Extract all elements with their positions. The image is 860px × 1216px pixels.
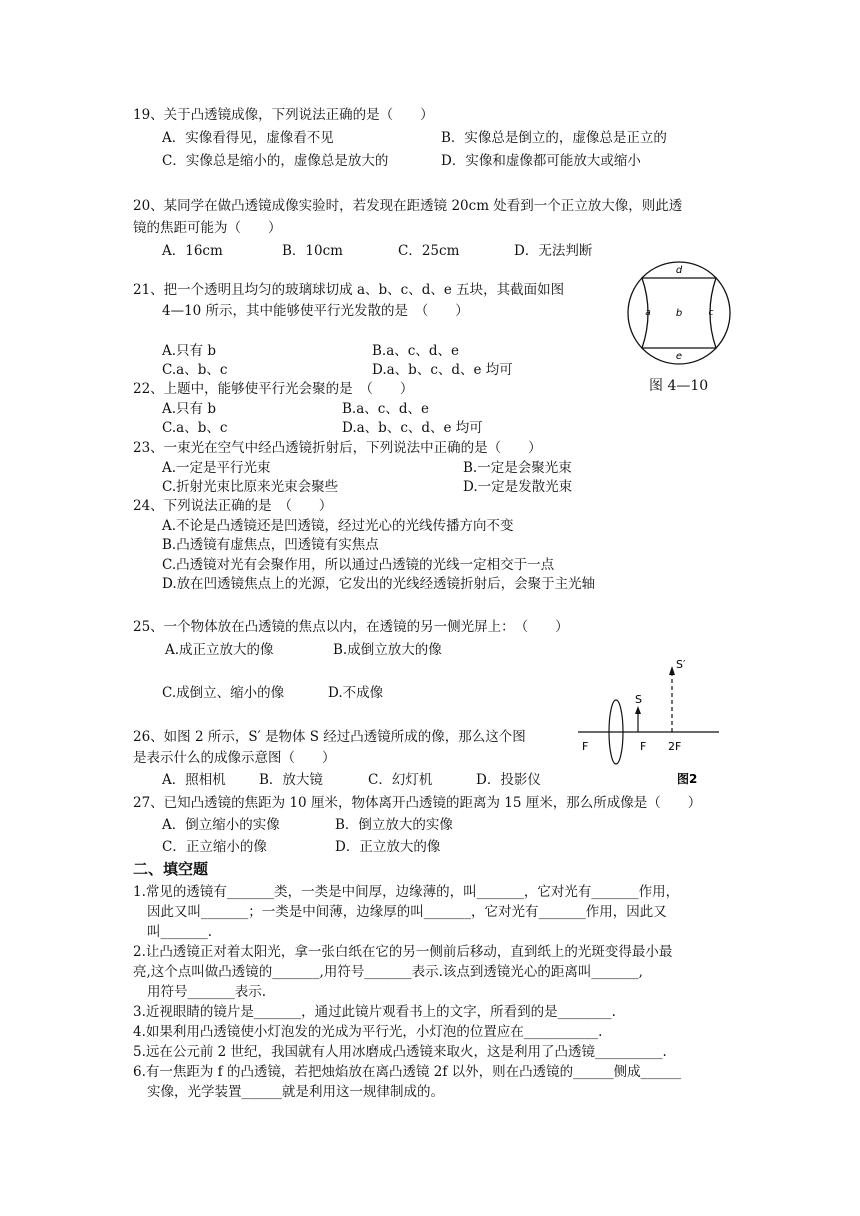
fill-2-line1: 2.让凸透镜正对着太阳光，拿一张白纸在它的另一侧前后移动，直到纸上的光斑变得最小最 <box>133 944 673 960</box>
fill-1-line2: 因此又叫_______；一类是中间薄，边缘厚的叫_______，它对光有_______作用，因此又 <box>147 904 667 920</box>
figure-2 <box>574 652 724 790</box>
object-arrowhead <box>635 706 641 714</box>
fill-4: 4.如果利用凸透镜使小灯泡发的光成为平行光，小灯泡的位置应在___________. <box>133 1024 603 1040</box>
q19-option-c: C．实像总是缩小的，虚像总是放大的 <box>162 153 389 169</box>
q24-stem: 24、下列说法正确的是 （ ） <box>133 498 333 514</box>
q22-option-c: C.a、b、c <box>162 420 228 436</box>
q25-option-c: C.成倒立、缩小的像 <box>162 685 285 701</box>
q20-option-b: B．10cm <box>282 243 343 259</box>
q26-stem-line1: 26、如图 2 所示，S′ 是物体 S 经过凸透镜所成的像，那么这个图 <box>133 729 526 745</box>
q24-option-c: C.凸透镜对光有会聚作用，所以通过凸透镜的光线一定相交于一点 <box>162 557 555 573</box>
fill-2-line2: 亮,这个点叫做凸透镜的_______,用符号_______表示.该点到透镜光心的距离叫_______, <box>133 964 643 980</box>
fill-1-line3: 叫_______. <box>147 924 213 940</box>
q22-option-a: A.只有 b <box>162 401 216 417</box>
q26-option-c: C．幻灯机 <box>368 772 433 788</box>
q21-stem-line1: 21、把一个透明且均匀的玻璃球切成 a、b、c、d、e 五块，其截面如图 <box>133 282 565 298</box>
section-title-fill-in: 二、填空题 <box>133 860 209 878</box>
q22-stem: 22、上题中，能够使平行光会聚的是 （ ） <box>133 381 414 397</box>
fig410-label-b: b <box>675 308 683 319</box>
fig410-caption: 图 4—10 <box>649 378 709 394</box>
q26-stem-line2: 是表示什么的成像示意图（ ） <box>133 750 336 766</box>
figure-4-10 <box>624 258 734 370</box>
q26-option-b: B．放大镜 <box>259 772 323 788</box>
q20-stem-line1: 20、某同学在做凸透镜成像实验时，若发现在距透镜 20cm 处看到一个正立放大像，则此透 <box>133 198 683 214</box>
q24-option-d: D.放在凹透镜焦点上的光源，它发出的光线经透镜折射后，会聚于主光轴 <box>162 576 596 592</box>
fill-6-line1: 6.有一焦距为 f 的凸透镜，若把烛焰放在离凸透镜 2f 以外，则在凸透镜的______侧成______ <box>133 1064 682 1080</box>
q19-option-b: B．实像总是倒立的，虚像总是正立的 <box>441 130 667 146</box>
q23-stem: 23、一束光在空气中经凸透镜折射后，下列说法中正确的是（ ） <box>133 440 542 456</box>
fig2-caption: 图2 <box>677 772 698 786</box>
q23-option-d: D.一定是发散光束 <box>463 479 573 495</box>
fig2-label-s: S <box>635 693 642 706</box>
virtual-image-arrowhead <box>669 666 675 675</box>
fill-1-line1: 1.常见的透镜有_______类，一类是中间厚，边缘薄的，叫_______，它对光有_______作用， <box>133 884 680 900</box>
q21-option-d: D.a、b、c、d、e 均可 <box>372 362 513 378</box>
q19-stem: 19、关于凸透镜成像，下列说法正确的是（ ） <box>133 107 434 123</box>
fig2-label-f-right: F <box>640 740 647 753</box>
q26-option-a: A．照相机 <box>162 772 226 788</box>
q21-option-a: A.只有 b <box>162 343 216 359</box>
fig410-label-d: d <box>675 265 683 276</box>
q23-option-c: C.折射光束比原来光束会聚些 <box>162 479 339 495</box>
fig2-label-2f: 2F <box>668 740 682 753</box>
q23-option-b: B.一定是会聚光束 <box>463 460 572 476</box>
q21-option-c: C.a、b、c <box>162 362 228 378</box>
q24-option-a: A.不论是凸透镜还是凹透镜，经过光心的光线传播方向不变 <box>162 518 514 534</box>
q27-option-a: A．倒立缩小的实像 <box>162 817 280 833</box>
q25-option-a: A.成正立放大的像 <box>165 642 274 658</box>
q25-option-d: D.不成像 <box>328 685 384 701</box>
q26-option-d: D．投影仪 <box>476 772 541 788</box>
fill-5: 5.远在公元前 2 世纪，我国就有人用冰磨成凸透镜来取火，这是利用了凸透镜__________. <box>133 1044 667 1060</box>
q27-stem: 27、已知凸透镜的焦距为 10 厘米，物体离开凸透镜的距离为 15 厘米，那么所成像是（ ） <box>133 795 702 811</box>
fig2-label-s-prime: S′ <box>676 658 686 671</box>
q20-option-a: A．16cm <box>162 243 223 259</box>
q27-option-b: B．倒立放大的实像 <box>335 817 453 833</box>
fill-6-line2: 实像，光学装置______就是利用这一规律制成的。 <box>147 1084 444 1100</box>
q27-option-c: C．正立缩小的像 <box>162 839 267 855</box>
q19-option-d: D．实像和虚像都可能放大或缩小 <box>441 153 641 169</box>
fig2-label-f-left: F <box>582 740 589 753</box>
fill-3: 3.近视眼睛的镜片是_______，通过此镜片观看书上的文字，所看到的是________. <box>133 1004 616 1020</box>
fill-2-line3: 用符号_______表示. <box>147 984 267 1000</box>
q20-stem-line2: 镜的焦距可能为（ ） <box>133 220 282 236</box>
q19-option-a: A．实像看得见，虚像看不见 <box>162 130 334 146</box>
q23-option-a: A.一定是平行光束 <box>162 460 271 476</box>
q25-option-b: B.成倒立放大的像 <box>333 642 442 658</box>
q27-option-d: D．正立放大的像 <box>335 839 441 855</box>
fig410-label-c: c <box>708 308 714 318</box>
q25-stem: 25、一个物体放在凸透镜的焦点以内，在透镜的另一侧光屏上： （ ） <box>133 619 569 635</box>
q20-option-c: C．25cm <box>398 243 460 259</box>
fig410-label-e: e <box>675 351 683 362</box>
q24-option-b: B.凸透镜有虚焦点，凹透镜有实焦点 <box>162 537 379 553</box>
fig410-label-a: a <box>645 308 651 318</box>
q21-option-b: B.a、c、d、e <box>372 343 459 359</box>
q22-option-d: D.a、b、c、d、e 均可 <box>342 420 483 436</box>
q22-option-b: B.a、c、d、e <box>342 401 429 417</box>
q21-stem-line2: 4—10 所示，其中能够使平行光发散的是 （ ） <box>162 303 469 319</box>
q20-option-d: D．无法判断 <box>514 243 593 259</box>
